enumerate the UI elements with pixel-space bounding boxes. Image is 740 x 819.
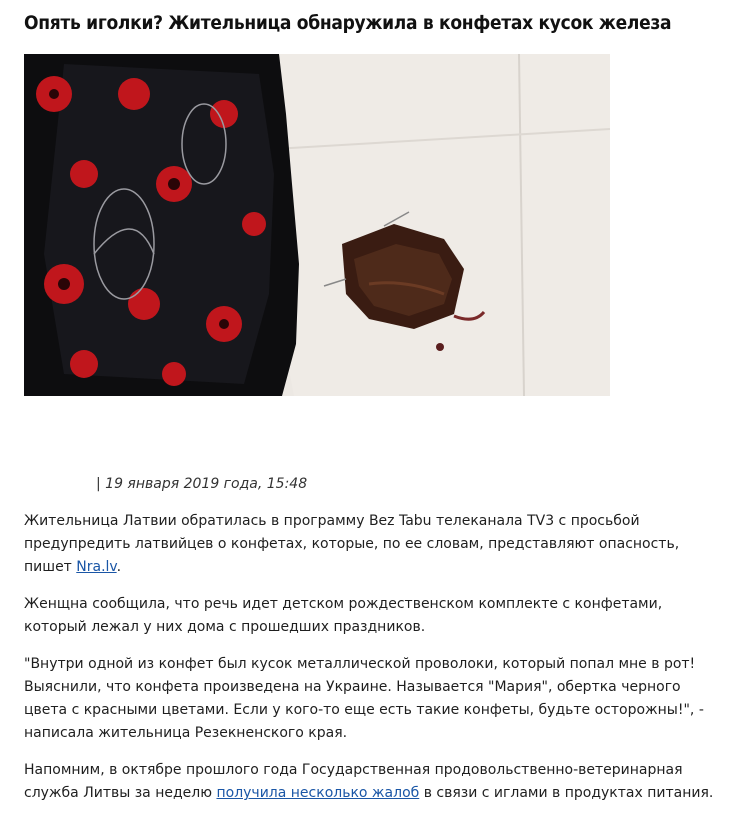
- article-headline: Опять иголки? Жительница обнаружила в конфетах кусок железа: [24, 12, 672, 34]
- publish-date: | 19 января 2019 года, 15:48: [96, 476, 308, 492]
- news-photo-icon: [24, 54, 610, 396]
- source-link[interactable]: Nra.lv: [76, 559, 117, 575]
- paragraph-1-end: .: [116, 559, 122, 575]
- paragraph-2: Женщна сообщила, что речь идет детском рождественском комплекте с конфетами, который лежал у них дома с прошедших праздников.: [24, 596, 663, 635]
- paragraph-1: [24, 510, 724, 579]
- paragraph-3: "Внутри одной из конфет был кусок металлической проволоки, который попал мне в рот! Выяснили, что конфета произведена на Украине. Называется "Мария", обертка черного цвета с красными цветами. Если у кого-то еще есть такие конфеты, будьте осторожны!", - написала жительница Резекненского края.: [24, 656, 704, 741]
- article-body: [24, 510, 724, 819]
- paragraph-1-text: Жительница Латвии обратилась в программу Bez Tabu телеканала TV3 с просьбой предупредить латвийцев о конфетах, которые, по ее словам, представляют опасность, пишет: [24, 513, 680, 575]
- paragraph-4-end: в связи с иглами в продуктах питания.: [419, 785, 714, 801]
- article-photo: [24, 54, 610, 396]
- paragraph-4-text: Напомним, в октябре прошлого года Государственная продовольственно-ветеринарная служба Литвы за неделю: [24, 762, 683, 801]
- paragraph-4: [24, 759, 724, 805]
- complaints-link[interactable]: получила несколько жалоб: [216, 785, 420, 801]
